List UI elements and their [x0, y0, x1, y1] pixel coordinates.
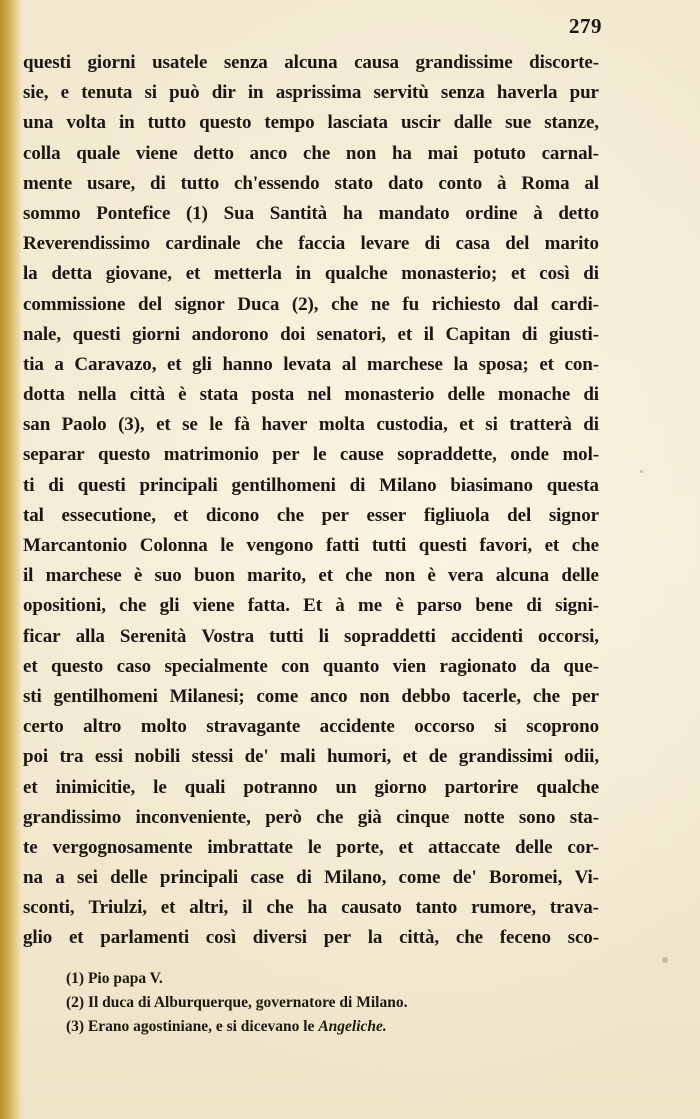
- text-line: ti di questi principali gentilhomeni di Milano biasimano questa: [23, 474, 599, 496]
- footnotes: [66, 967, 586, 1039]
- footnote-text: (3) Erano agostiniane, e si dicevano le: [66, 1018, 319, 1035]
- text-line: il marchese è suo buon marito, et che non è vera alcuna delle: [23, 565, 599, 587]
- footnote: [66, 967, 586, 991]
- text-line: tia a Caravazo, et gli hanno levata al marchese la sposa; et con-: [23, 353, 599, 375]
- text-line: sti gentilhomeni Milanesi; come anco non debbo tacerle, che per: [23, 685, 599, 707]
- text-line: grandissimo inconveniente, però che già cinque notte sono sta-: [23, 806, 599, 828]
- text-line: questi giorni usatele senza alcuna causa grandissime discorte-: [23, 52, 599, 73]
- text-line: tal essecutione, et dicono che per esser figliuola del signor: [23, 504, 599, 526]
- text-line: Marcantonio Colonna le vengono fatti tutti questi favori, et che: [23, 535, 599, 556]
- footnote-italic-text: Angeliche.: [318, 1018, 387, 1035]
- page-number: 279: [569, 14, 602, 38]
- footnote: [66, 1015, 586, 1039]
- text-line: glio et parlamenti così diversi per la città, che feceno sco-: [23, 927, 599, 949]
- text-line: separar questo matrimonio per le cause sopraddette, onde mol-: [23, 444, 599, 466]
- text-line: san Paolo (3), et se le fà haver molta custodia, et si tratterà di: [23, 414, 599, 436]
- body-text: [23, 48, 599, 954]
- text-line: mente usare, di tutto ch'essendo stato dato conto à Roma al: [23, 172, 599, 194]
- text-line: sconti, Triulzi, et altri, il che ha causato tanto rumore, trava-: [23, 897, 599, 919]
- text-line: ficar alla Serenità Vostra tutti li sopraddetti accidenti occorsi,: [23, 625, 599, 647]
- text-line: dotta nella città è stata posta nel monasterio delle monache di: [23, 384, 599, 406]
- text-line: nale, questi giorni andorono doi senatori, et il Capitan di giusti-: [23, 323, 599, 345]
- footnote-text: (2) Il duca di Alburquerque, governatore di Milano.: [66, 994, 408, 1011]
- text-line: sie, e tenuta si può dir in asprissima servitù senza haverla pur: [23, 82, 599, 104]
- text-line: poi tra essi nobili stessi de' mali humori, et de grandissimi odii,: [23, 746, 599, 768]
- text-line: sommo Pontefice (1) Sua Santità ha mandato ordine à detto: [23, 202, 599, 224]
- footnote-text: (1) Pio papa V.: [66, 970, 163, 987]
- text-line: una volta in tutto questo tempo lasciata uscir dalle sue stanze,: [23, 112, 599, 134]
- text-line: te vergognosamente imbrattate le porte, et attaccate delle cor-: [23, 836, 599, 858]
- text-line: et inimicitie, le quali potranno un giorno partorire qualche: [23, 776, 599, 798]
- text-line: opositioni, che gli viene fatta. Et à me è parso bene di signi-: [23, 595, 599, 617]
- text-line: la detta giovane, et metterla in qualche monasterio; et così di: [23, 263, 599, 285]
- text-line: na a sei delle principali case di Milano, come de' Boromei, Vi-: [23, 867, 599, 889]
- text-line: colla quale viene detto anco che non ha mai potuto carnal-: [23, 142, 599, 164]
- footnote: [66, 991, 586, 1015]
- paper-speck: [640, 470, 643, 473]
- text-line: et questo caso specialmente con quanto vien ragionato da que-: [23, 655, 599, 677]
- text-line: certo altro molto stravagante accidente occorso si scoprono: [23, 716, 599, 738]
- page-binding-edge: [0, 0, 22, 1119]
- text-line: commissione del signor Duca (2), che ne fu richiesto dal cardi-: [23, 293, 599, 315]
- text-line: Reverendissimo cardinale che faccia levare di casa del marito: [23, 233, 599, 255]
- paper-speck: [662, 957, 668, 963]
